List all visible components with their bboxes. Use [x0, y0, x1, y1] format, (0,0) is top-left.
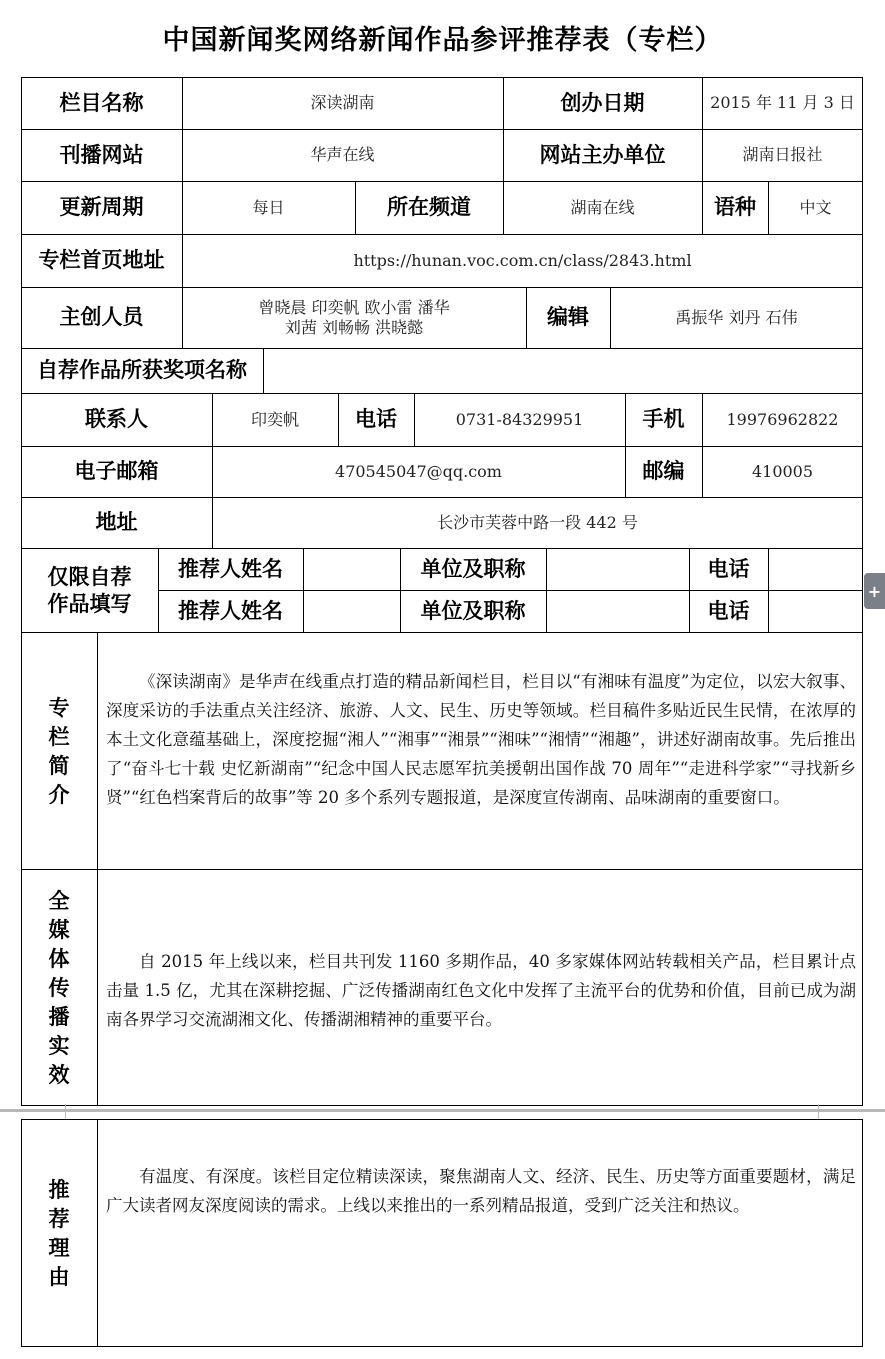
- recommender-phone-field: [768, 590, 863, 632]
- recommender-unit-field: [546, 590, 689, 632]
- channel-value: 湖南在线: [570, 197, 635, 217]
- creators-value: [182, 287, 526, 348]
- recommender-phone-label: 电话: [707, 555, 750, 581]
- host-org-label: 网站主办单位: [539, 141, 666, 167]
- zip-label: 邮编: [642, 458, 685, 484]
- homepage-url-value: https://hunan.voc.com.cn/class/2843.html: [353, 250, 692, 270]
- recommender-name-label: 推荐人姓名: [178, 597, 283, 623]
- email-value: 470545047@qq.com: [335, 461, 502, 481]
- recommender-phone-field: [768, 548, 863, 590]
- plus-icon: +: [867, 581, 882, 601]
- reason-text: 有温度、有深度。该栏目定位精读深读，聚焦湖南人文、经济、民生、历史等方面重要题材，满足广大读者网友深度阅读的需求。上线以来推出的一系列精品报道，受到广泛关注和热议。: [106, 1167, 856, 1215]
- language-value: 中文: [799, 197, 832, 217]
- reason-label: 推 荐 理 由: [48, 1177, 70, 1289]
- intro-label: 专 栏 简 介: [48, 694, 70, 807]
- update-cycle-label: 更新周期: [59, 194, 144, 220]
- mobile-label: 手机: [642, 406, 685, 432]
- website-label: 刊播网站: [59, 141, 144, 167]
- page-title: 中国新闻奖网络新闻作品参评推荐表（专栏）: [162, 25, 723, 56]
- creators-line-2: 刘茜 刘畅畅 洪晓懿: [284, 317, 424, 337]
- award-name-label: 自荐作品所获奖项名称: [37, 357, 247, 383]
- zip-value: 410005: [751, 461, 814, 481]
- award-name-value: [263, 348, 863, 393]
- page-break-divider: [0, 1109, 885, 1112]
- column-name-value: 深读湖南: [310, 93, 375, 112]
- effect-text: 自 2015 年上线以来，栏目共刊发 1160 多期作品，40 多家媒体网站转载相关产品，栏目累计点击量 1.5 亿，尤其在深耕挖掘、广泛传播湖南红色文化中发挥了主流平台的优势和价值，目前已成为湖南各界学习交流湖湘文化、传播湖湘精神的重要平台。: [106, 952, 856, 1029]
- address-label: 地址: [95, 509, 138, 535]
- recommender-unit-field: [546, 548, 689, 590]
- email-label: 电子邮箱: [74, 458, 159, 484]
- host-org-value: 湖南日报社: [742, 145, 823, 164]
- homepage-url-label: 专栏首页地址: [38, 247, 165, 273]
- recommender-unit-label: 单位及职称: [420, 597, 526, 623]
- recommender-phone-label: 电话: [707, 597, 750, 623]
- channel-label: 所在频道: [387, 194, 471, 220]
- recommender-name-label: 推荐人姓名: [178, 555, 283, 581]
- contact-label: 联系人: [85, 406, 148, 432]
- self-recommend-label: [21, 548, 158, 632]
- creators-label: 主创人员: [59, 304, 144, 330]
- mobile-value: 19976962822: [726, 409, 839, 429]
- language-label: 语种: [714, 194, 756, 220]
- website-value: 华声在线: [310, 145, 375, 164]
- phone-value: 0731-84329951: [455, 409, 584, 429]
- recommender-name-field: [303, 548, 400, 590]
- editor-value: 禹振华 刘丹 石伟: [675, 307, 798, 327]
- recommender-name-field: [303, 590, 400, 632]
- effect-label: 全 媒 体 传 播 实 效: [48, 888, 70, 1087]
- update-cycle-value: 每日: [252, 197, 285, 217]
- reason-table: [21, 1119, 863, 1347]
- column-name-label: 栏目名称: [59, 89, 144, 115]
- self-recommend-label-line-2: 作品填写: [47, 591, 132, 616]
- contact-value: 印奕帆: [250, 409, 299, 429]
- founding-date-value: 2015 年 11 月 3 日: [710, 93, 855, 112]
- side-expand-button[interactable]: [864, 573, 885, 609]
- self-recommend-label-line-1: 仅限自荐: [47, 563, 132, 589]
- recommender-unit-label: 单位及职称: [420, 555, 526, 581]
- intro-text: 《深读湖南》是华声在线重点打造的精品新闻栏目，栏目以“有湘味有温度”为定位，以宏大叙事、深度采访的手法重点关注经济、旅游、人文、民生、历史等领域。栏目稿件多贴近民生民情，在浓厚的本土文化意蕴基础上，深度挖掘“湘人”“湘事”“湘景”“湘味”“湘情”“湘趣”，讲述好湖南故事。先后推出了“奋斗七十载 史忆新湖南”“纪念中国人民志愿军抗美援朝出国作战 70 周年”“走进科学家”“寻找新乡贤”“红色档案背后的故事”等 20 多个系列专题报道，是深度宣传湖南、品味湖南的重要窗口。: [106, 672, 856, 807]
- editor-label: 编辑: [547, 304, 589, 330]
- phone-label: 电话: [355, 406, 397, 432]
- founding-date-label: 创办日期: [560, 89, 645, 115]
- creators-line-1: 曾晓晨 印奕帆 欧小雷 潘华: [258, 297, 450, 317]
- address-value: 长沙市芙蓉中路一段 442 号: [437, 512, 638, 532]
